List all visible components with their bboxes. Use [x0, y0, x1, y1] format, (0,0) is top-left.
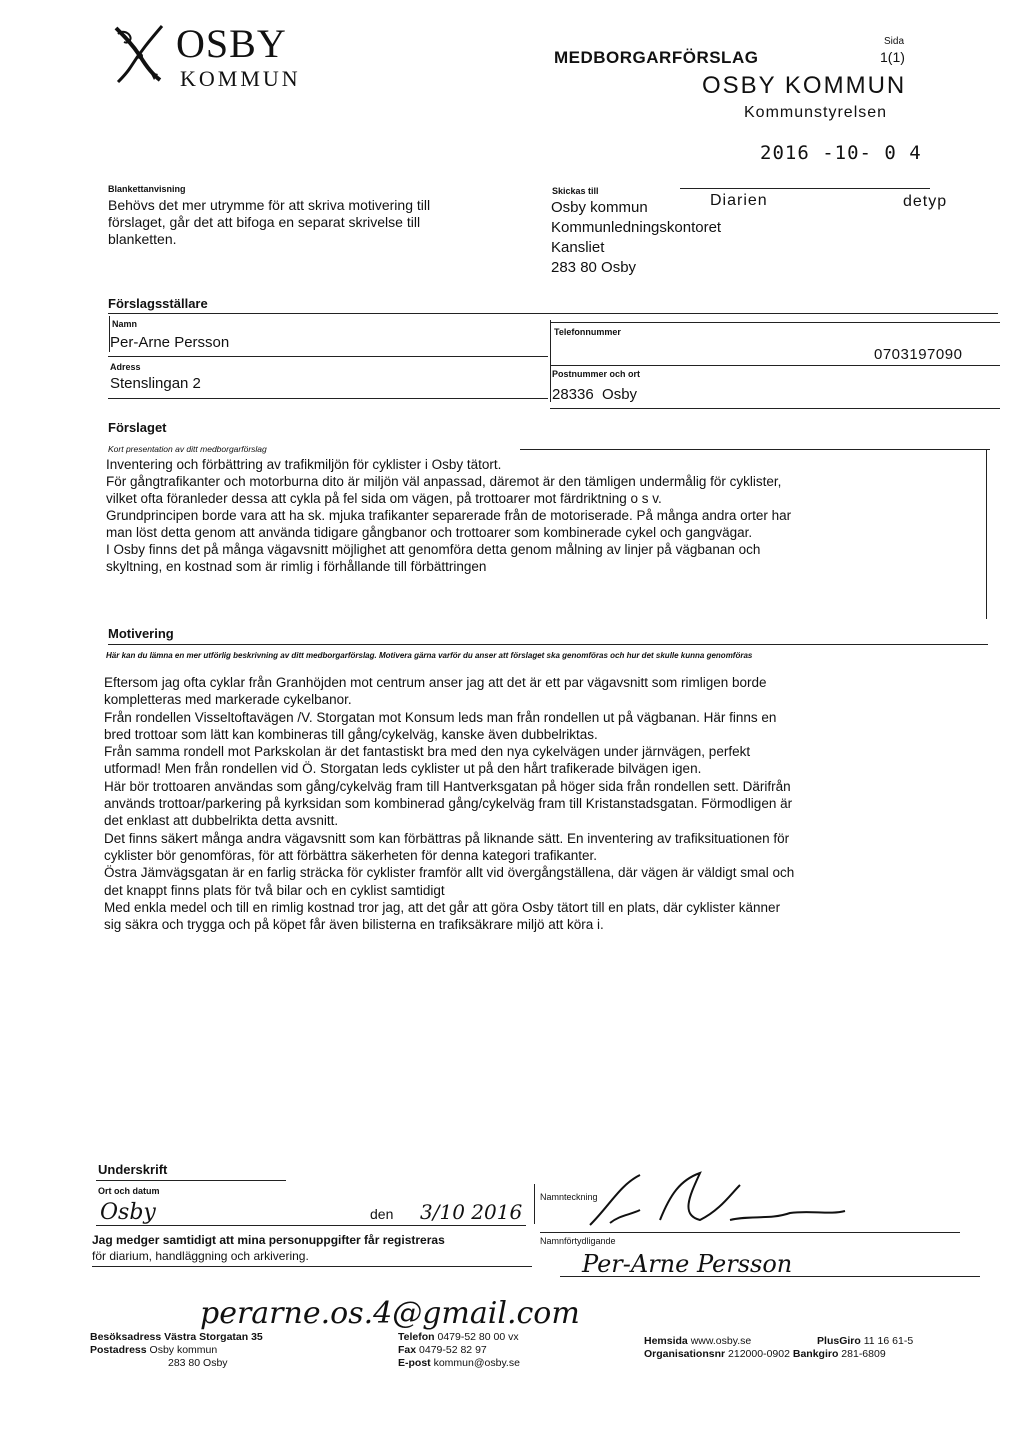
divider: [109, 316, 110, 352]
stamp-dept: Kommunstyrelsen: [744, 104, 888, 121]
divider: [550, 365, 1000, 366]
logo-name: OSBY: [176, 21, 287, 66]
email-value[interactable]: kommun@osby.se: [433, 1357, 520, 1369]
diarie-label: Diarien: [710, 192, 768, 209]
form-title: MEDBORGARFÖRSLAG: [554, 48, 759, 67]
signature-section: Underskrift: [98, 1162, 168, 1177]
fax-label: Fax: [398, 1344, 417, 1356]
proposal-line: I Osby finns det på många vägavsnitt möjlighet att genomföra detta genom målning av linjer på vägbanan och: [106, 542, 761, 557]
divider: [550, 320, 551, 402]
motivation-line: Här bör trottoaren användas som gång/cykelväg fram till Hantverksgatan på höger sida från rondellen sett. Därifrån: [104, 778, 791, 794]
place-handwritten: Osby: [100, 1200, 156, 1225]
motivation-line: utformad! Men från rondellen vid Ö. Storgatan leds cyklister ut på den hårt trafikerade bilvägen igen.: [104, 761, 702, 777]
motivation-hint: Här kan du lämna en mer utförlig beskrivning av ditt medborgarförslag. Motivera gärna varför du anser att förslaget ska genomföras och hur det skulle kunna genomföras: [106, 651, 753, 660]
send-to-line: Osby kommun: [551, 199, 648, 216]
proposal-line: man löst detta genom att använda tidigare gångbanor och trottoarer som kombinerade cykel och gangvägar.: [106, 525, 753, 540]
web-value[interactable]: www.osby.se: [690, 1335, 752, 1347]
consent-line-2: för diarium, handläggning och arkivering.: [92, 1249, 309, 1263]
divider: [534, 1184, 535, 1224]
proposal-hint: Kort presentation av ditt medborgarförslag: [108, 444, 267, 454]
send-to-line: 283 80 Osby: [551, 259, 637, 276]
stamp-line: [680, 188, 930, 189]
motivation-text: [104, 674, 794, 933]
proposal-line: skyltning, en kostnad som är rimlig i förhållande till förbättringen: [106, 559, 487, 574]
motivation-line: Eftersom jag ofta cyklar från Granhöjden mot centrum anser jag att det är ett par vägavsnitt som rimligen borde: [104, 675, 767, 690]
phone-label: Telefonnummer: [554, 327, 621, 337]
instructions-label: Blankettanvisning: [108, 184, 186, 194]
proposal-line: För gångtrafikanter och motorburna dito är miljön väl anpassad, däremot är den tämligen undermålig för cyklister,: [106, 474, 782, 489]
send-to-line: Kommunledningskontoret: [551, 219, 722, 236]
proposal-line: Inventering och förbättring av trafikmiljön för cyklister i Osby tätort.: [106, 457, 502, 472]
proposal-section: Förslaget: [108, 420, 167, 435]
den-label: den: [370, 1206, 394, 1222]
motivation-line: Östra Jämvägsgatan är en farlig sträcka för cyklister framför allt vid övergångställena, där vägen är väldigt smal och: [104, 865, 795, 881]
motivation-line: Från samma rondell mot Parkskolan är det fantastiskt bra med den nya cykelvägen under järnvägen, perfekt: [104, 744, 751, 760]
postal-value: 28336 Osby: [552, 386, 638, 403]
divider: [550, 408, 1000, 409]
send-to-address: [551, 198, 721, 278]
divider: [96, 1180, 286, 1181]
post-value-2: 283 80 Osby: [168, 1357, 228, 1369]
phone-label-footer: Telefon: [398, 1331, 435, 1343]
divider: [92, 1266, 532, 1267]
motivation-line: det enklast att dubbelrikta detta avsnitt.: [104, 813, 339, 829]
post-label: Postadress: [90, 1344, 147, 1356]
proposal-text: [106, 456, 791, 575]
signature-scribble: [580, 1165, 850, 1235]
address-value: Stenslingan 2: [110, 375, 201, 392]
divider: [550, 322, 1000, 323]
motivation-line: används trottoar/parkering på kyrksidan som kombinerad gång/cykelväg fram till Kristanstadsgatan. Förmodligen är: [104, 796, 793, 812]
clarify-label: Namnförtydligande: [540, 1236, 616, 1246]
orgnr-value: 212000-0902: [728, 1348, 790, 1360]
divider: [540, 1232, 960, 1233]
motivation-section: Motivering: [108, 626, 174, 641]
bankgiro-label: Bankgiro: [792, 1348, 839, 1360]
email-handwritten: perarne.os.4@gmail.com: [200, 1296, 580, 1331]
motivation-line: Det finns säkert många andra vägavsnitt som kan förbättras på liknande sätt. En inventering av trafiksituationen för: [104, 830, 790, 846]
visit-value: Västra Storgatan 35: [164, 1331, 263, 1343]
instructions-line: blanketten.: [108, 231, 177, 247]
proposal-line: Grundprincipen borde vara att ha sk. mjuka trafikanter separerade från de motoriserade. På många andra orter har: [106, 508, 792, 523]
bankgiro-value: 281-6809: [841, 1348, 886, 1360]
date-handwritten: 3/10 2016: [420, 1200, 523, 1224]
motivation-line: Med enkla medel och till en rimlig kostnad tror jag, att det går att göra Osby tätort till en plats, där cyklister känner: [104, 899, 781, 915]
web-label: Hemsida: [644, 1335, 688, 1347]
motivation-line: sig säkra och trygga och på köpet får även bilisterna en trafiksäkrare miljö att köra i.: [104, 917, 604, 933]
stamp-org: OSBY KOMMUN: [702, 72, 907, 99]
send-to-line: Kansliet: [551, 239, 605, 256]
orgnr-label: Organisationsnr: [644, 1348, 726, 1360]
page-value: 1(1): [880, 49, 905, 65]
email-label: E-post: [398, 1357, 431, 1369]
address-label: Adress: [110, 362, 141, 372]
name-value: Per-Arne Persson: [110, 334, 230, 351]
divider: [108, 356, 548, 357]
motivation-line: bred trottoar som lätt kan kombineras till gång/cykelväg, kanske även dubbelriktas.: [104, 726, 598, 742]
footer-middle: [398, 1331, 520, 1370]
motivation-line: det knappt finns plats för två bilar och en cyklist samtidigt: [104, 882, 445, 898]
place-date-label: Ort och datum: [98, 1186, 160, 1196]
instructions-line: Behövs det mer utrymme för att skriva motivering till: [108, 197, 431, 213]
stamp-date: 2016 -10- 0 4: [760, 142, 922, 164]
footer-left: [90, 1331, 263, 1370]
divider: [986, 449, 987, 619]
motivation-line: cyklister bör genomföras, för att förbättra säkerheten för denna kategori trafikanter.: [104, 847, 598, 863]
motivation-line: Från rondellen Visseltoftavägen /V. Storgatan mot Konsum leds man från rondellen ut på vägbanan. Här finns en: [104, 709, 777, 725]
plusgiro-value: 11 16 61-5: [863, 1335, 914, 1347]
doctype-label: detyp: [903, 193, 948, 210]
clarify-handwritten: Per-Arne Persson: [582, 1250, 793, 1278]
divider: [108, 398, 548, 399]
instructions-line: förslaget, går det att bifoga en separat skrivelse till: [108, 214, 421, 230]
post-value-1: Osby kommun: [149, 1344, 218, 1356]
divider: [560, 1276, 980, 1277]
postal-label: Postnummer och ort: [552, 369, 641, 379]
crest-icon: [110, 22, 170, 86]
visit-label: Besöksadress: [90, 1331, 162, 1343]
proposal-line: vilket ofta föranleder dessa att cykla på fel sida om vägen, på trottoarer mot färdriktning o s v.: [106, 491, 662, 506]
fax-value: 0479-52 82 97: [419, 1344, 487, 1356]
divider: [108, 644, 988, 645]
name-label: Namn: [112, 319, 138, 329]
divider: [108, 313, 998, 314]
plusgiro-label: PlusGiro: [817, 1335, 861, 1347]
instructions-text: [108, 197, 430, 248]
page-label: Sida: [884, 36, 905, 47]
footer-right: [644, 1335, 913, 1361]
proposer-section: Förslagsställare: [108, 296, 208, 311]
divider: [96, 1225, 526, 1226]
motivation-line: kompletteras med markerade cykelbanor.: [104, 692, 352, 708]
sign-label: Namnteckning: [540, 1192, 598, 1202]
divider: [520, 449, 990, 450]
send-to-label: Skickas till: [552, 186, 599, 196]
logo-sub: KOMMUN: [180, 66, 301, 91]
phone-value-footer: 0479-52 80 00 vx: [437, 1331, 519, 1343]
phone-value: 0703197090: [874, 346, 963, 363]
osby-logo: [110, 22, 310, 92]
consent-line-1: Jag medger samtidigt att mina personuppgifter får registreras: [92, 1233, 445, 1247]
